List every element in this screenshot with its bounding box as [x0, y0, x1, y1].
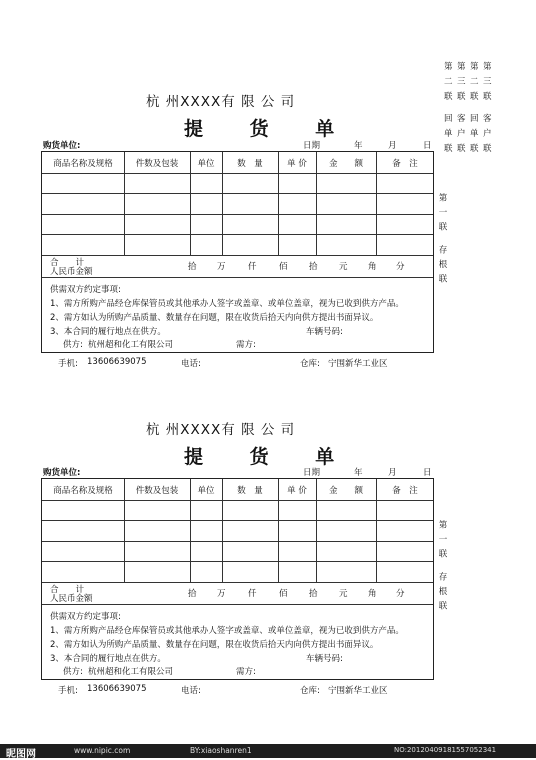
- rmb-label: 人民币金额: [50, 267, 93, 277]
- form-title: 提 货 单: [184, 446, 355, 468]
- phone: 13606639075: [87, 684, 147, 694]
- side-stub: 第一联 存根联: [437, 193, 447, 289]
- goods-table: [41, 478, 434, 680]
- stub-text: 回单: [444, 114, 453, 139]
- column-header: 商品名称及规格: [53, 159, 113, 169]
- unit-label: 万: [217, 589, 226, 599]
- phone: 13606639075: [87, 357, 147, 367]
- delivery-form: [0, 327, 536, 696]
- unit-label: 元: [339, 589, 348, 599]
- column-header: 单 价: [287, 159, 307, 169]
- unit-label: 分: [396, 589, 405, 599]
- column-header: 备 注: [392, 159, 418, 169]
- phone-label: 手机:: [58, 359, 78, 369]
- warehouse: 宁围新华工业区: [328, 359, 388, 369]
- column-header: 件数及包装: [135, 486, 179, 496]
- term-item: 3、本合同的履行地点在供方。: [50, 327, 166, 337]
- goods-table: [41, 151, 434, 353]
- year-label: 年: [354, 468, 363, 478]
- unit-label: 拾: [188, 262, 197, 272]
- column-header: 备 注: [392, 486, 418, 496]
- unit-label: 元: [339, 262, 348, 272]
- supplier-label: 供方:: [63, 667, 83, 677]
- form-title: 提 货 单: [184, 118, 355, 140]
- supplier-label: 供方:: [63, 340, 83, 350]
- stub-text: 回单: [470, 114, 479, 139]
- warehouse: 宁围新华工业区: [328, 686, 388, 696]
- column-header: 金 额: [328, 486, 363, 496]
- date-label: 日期: [303, 468, 321, 478]
- buyer-label: 购货单位:: [43, 141, 81, 151]
- buyer-label: 购货单位:: [43, 468, 81, 478]
- warehouse-label: 仓库:: [300, 359, 320, 369]
- year-label: 年: [354, 141, 363, 151]
- watermark-author: BY:xiaoshanren1: [190, 746, 252, 755]
- column-header: 件数及包装: [135, 159, 179, 169]
- terms-title: 供需双方约定事项:: [50, 612, 121, 622]
- column-header: 单 价: [287, 486, 307, 496]
- plate-label: 车辆号码:: [306, 327, 343, 337]
- buyer-side-label: 需方:: [236, 340, 256, 350]
- stub-text: 第二联: [444, 62, 453, 102]
- plate-label: 车辆号码:: [306, 654, 343, 664]
- unit-label: 分: [396, 262, 405, 272]
- stub-text: 第三联: [457, 62, 466, 102]
- delivery-form: [0, 0, 536, 369]
- term-item: 1、需方所购产品经仓库保管员或其他承办人签字或盖章、或单位盖章，视为已收到供方产品。: [50, 626, 404, 636]
- warehouse-label: 仓库:: [300, 686, 320, 696]
- stub-text: 第三联: [483, 62, 492, 102]
- day-label: 日: [423, 141, 432, 151]
- column-header: 单位: [197, 159, 215, 169]
- term-item: 2、需方如认为所购产品质量、数量存在问题，限在收货后拾天内向供方提出书面异议。: [50, 313, 379, 323]
- term-item: 1、需方所购产品经仓库保管员或其他承办人签字或盖章、或单位盖章，视为已收到供方产品。: [50, 299, 404, 309]
- watermark-id: NO:20120409181557052341: [394, 746, 497, 754]
- unit-label: 拾: [309, 262, 318, 272]
- stub-text: 联: [444, 144, 453, 154]
- unit-label: 万: [217, 262, 226, 272]
- supplier-name: 杭州超和化工有限公司: [88, 340, 174, 350]
- tel-label: 电话:: [181, 359, 201, 369]
- column-header: 数 量: [237, 159, 263, 169]
- day-label: 日: [423, 468, 432, 478]
- term-item: 2、需方如认为所购产品质量、数量存在问题，限在收货后拾天内向供方提出书面异议。: [50, 640, 379, 650]
- total-label: 合 计: [50, 585, 85, 595]
- stub-text: 第二联: [470, 62, 479, 102]
- unit-label: 拾: [188, 589, 197, 599]
- column-header: 商品名称及规格: [53, 486, 113, 496]
- unit-label: 仟: [248, 262, 257, 272]
- unit-label: 拾: [309, 589, 318, 599]
- buyer-side-label: 需方:: [236, 667, 256, 677]
- column-header: 金 额: [328, 159, 363, 169]
- unit-label: 角: [368, 589, 377, 599]
- stub-text: 客户: [457, 114, 466, 139]
- column-header: 单位: [197, 486, 215, 496]
- stub-text: 联: [483, 144, 492, 154]
- stub-text: 联: [457, 144, 466, 154]
- company-name: 杭 州XXXX有 限 公 司: [146, 94, 296, 110]
- tel-label: 电话:: [181, 686, 201, 696]
- unit-label: 佰: [279, 262, 288, 272]
- stub-text: 客户: [483, 114, 492, 139]
- unit-label: 佰: [279, 589, 288, 599]
- unit-label: 角: [368, 262, 377, 272]
- company-name: 杭 州XXXX有 限 公 司: [146, 422, 296, 438]
- month-label: 月: [388, 141, 397, 151]
- term-item: 3、本合同的履行地点在供方。: [50, 654, 166, 664]
- watermark-url: www.nipic.com: [74, 746, 131, 755]
- side-stub: 第一联 存根联: [437, 520, 447, 616]
- date-label: 日期: [303, 141, 321, 151]
- phone-label: 手机:: [58, 686, 78, 696]
- unit-label: 仟: [248, 589, 257, 599]
- column-header: 数 量: [237, 486, 263, 496]
- watermark-bar: [0, 744, 536, 758]
- terms-title: 供需双方约定事项:: [50, 285, 121, 295]
- stub-text: 联: [470, 144, 479, 154]
- month-label: 月: [388, 468, 397, 478]
- total-label: 合 计: [50, 258, 85, 268]
- rmb-label: 人民币金额: [50, 594, 93, 604]
- watermark-logo: 昵图网: [6, 749, 36, 760]
- supplier-name: 杭州超和化工有限公司: [88, 667, 174, 677]
